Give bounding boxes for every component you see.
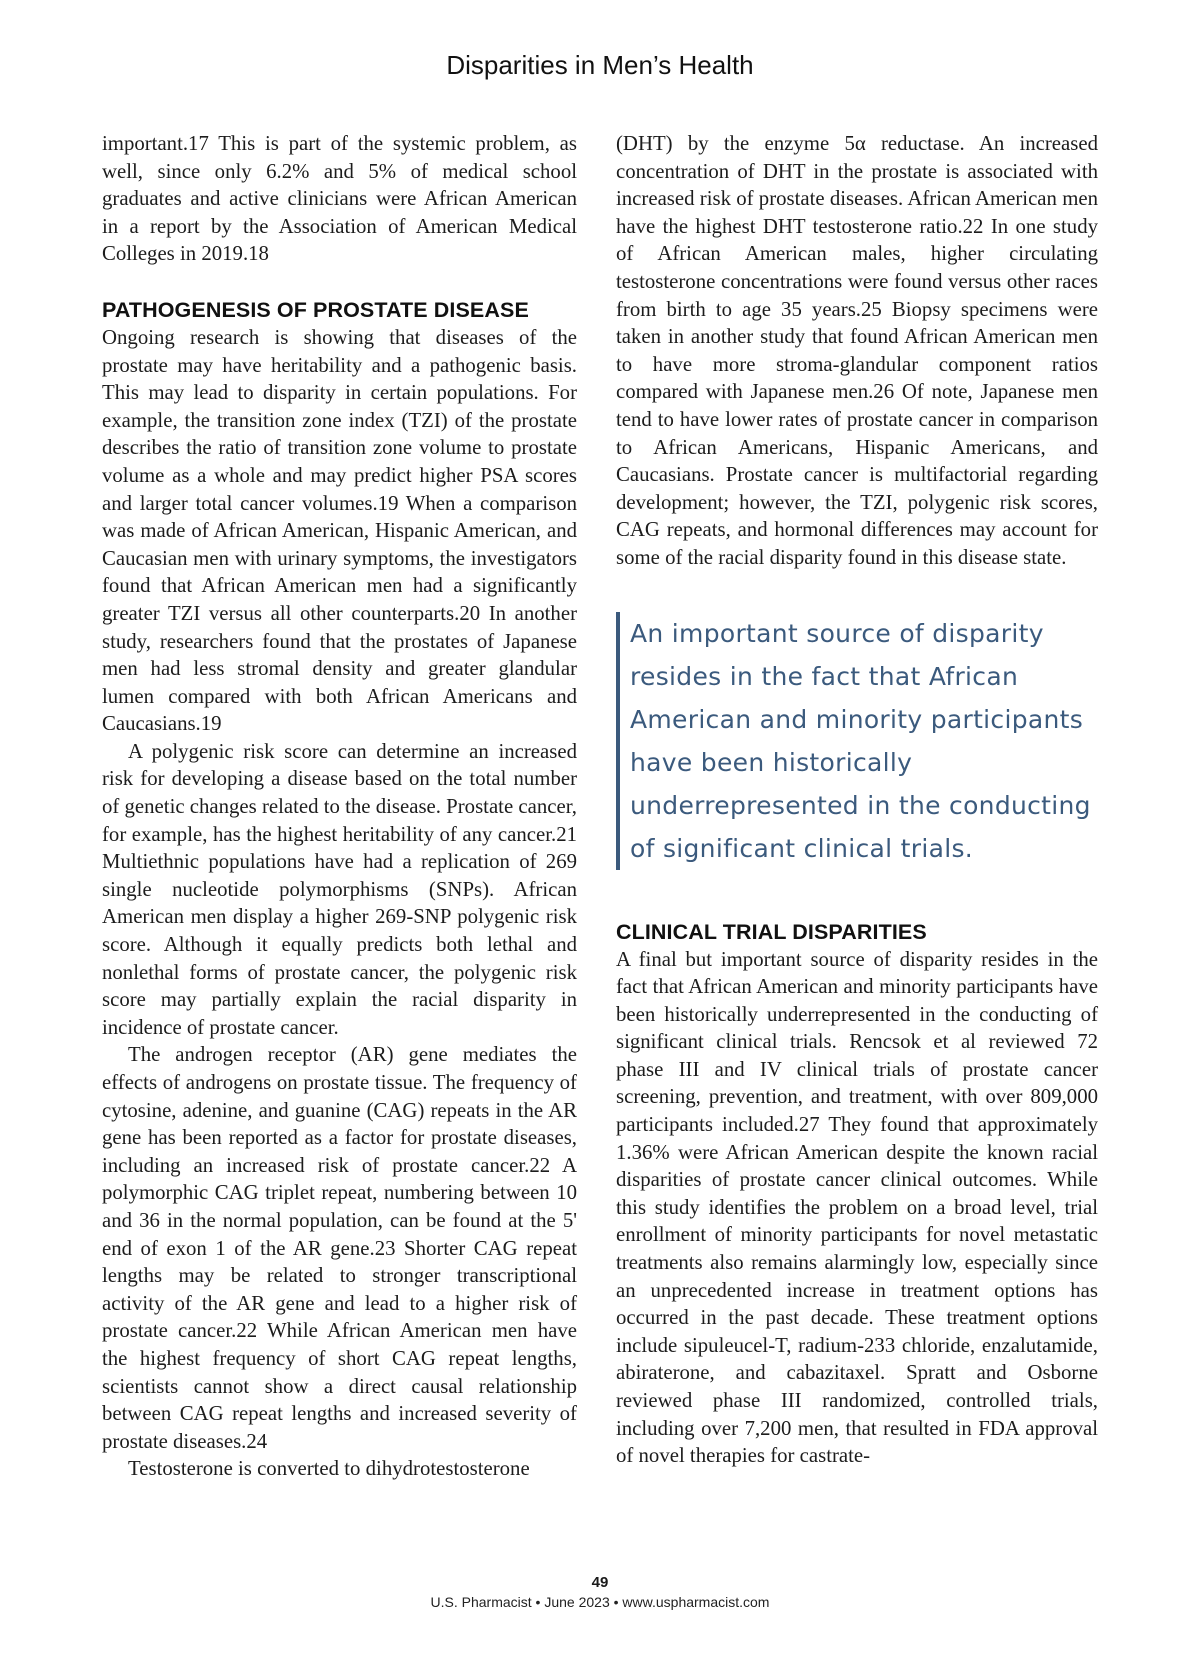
left-column [102,130,577,1483]
body-paragraph: Testosterone is converted to dihydrotestosterone [128,1457,530,1481]
running-head: Disparities in Men’s Health [446,50,754,80]
page-number: 49 [591,1574,609,1591]
section-heading-pathogenesis: PATHOGENESIS OF PROSTATE DISEASE [102,297,529,322]
right-column [616,130,1098,1470]
body-paragraph: Ongoing research is showing that diseases of the prostate may have heritability and a pathogenic basis. This may lead to disparity in certain populations. For example, the transition zone index (TZI) of the prostate describes the ratio of transition zone volume to prostate volume as a whole and may predict higher PSA scores and larger total cancer volumes.19 When a comparison was made of African American, Hispanic American, and Caucasian men with urinary symptoms, the investigators found that African American men had a significantly greater TZI versus all other counterparts.20 In another study, researchers found that the prostates of Japanese men had less stromal density and greater glandular lumen compared with both African Americans and Caucasians.19 [102,325,577,736]
body-paragraph: A final but important source of disparity resides in the fact that African American and minority participants have been historically underrepresented in the conducting of significant clinical trials. Rencsok et al reviewed 72 phase III and IV clinical trials of prostate cancer screening, prevention, and treatment, with over 809,000 participants included.27 They found that approximately 1.36% were African American despite the known racial disparities of prostate cancer clinical outcomes. While this study identifies the problem on a broad level, trial enrollment of minority participants for novel metastatic treatments also remains alarmingly low, especially since an unprecedented increase in treatment options has occurred in the past decade. These treatment options include sipuleucel-T, radium-233 chloride, enzalutamide, abiraterone, and cabazitaxel. Spratt and Osborne reviewed phase III randomized, controlled trials, including over 7,200 men, that resulted in FDA approval of novel therapies for castrate- [616,947,1098,1468]
section-heading-clinical-trials: CLINICAL TRIAL DISPARITIES [616,919,927,944]
body-paragraph: (DHT) by the enzyme 5α reductase. An increased concentration of DHT in the prostate is associated with increased risk of prostate diseases. African American men have the highest DHT testosterone ratio.22 In one study of African American males, higher circulating testosterone concentrations were found versus other races from birth to age 35 years.25 Biopsy specimens were taken in another study that found African American men to have more stroma-glandular component ratios compared with Japanese men.26 Of note, Japanese men tend to have lower rates of prostate cancer in comparison to African Americans, Hispanic Americans, and Caucasians. Prostate cancer is multifactorial regarding development; however, the TZI, polygenic risk scores, CAG repeats, and hormonal differences may account for some of the racial disparity found in this disease state. [616,132,1098,569]
body-paragraph: A polygenic risk score can determine an increased risk for developing a disease based on the total number of genetic changes related to the disease. Prostate cancer, for example, has the highest heritability of any cancer.21 Multiethnic populations have had a replication of 269 single nucleotide polymorphisms (SNPs). African American men display a higher 269-SNP polygenic risk score. Although it equally predicts both lethal and nonlethal forms of prostate cancer, the polygenic risk score may partially explain the racial disparity in incidence of prostate cancer. [102,739,577,1039]
pull-quote: An important source of disparity resides in the fact that African American and minority participants have been historically underrepresented in the conducting of significant clinical trials. [616,612,1098,870]
page-footer: U.S. Pharmacist • June 2023 • www.uspharmacist.com [430,1594,770,1610]
body-paragraph: The androgen receptor (AR) gene mediates the effects of androgens on prostate tissue. The frequency of cytosine, adenine, and guanine (CAG) repeats in the AR gene has been reported as a factor for prostate diseases, including an increased risk of prostate cancer.22 A polymorphic CAG triplet repeat, numbering between 10 and 36 in the normal population, can be found at the 5' end of exon 1 of the AR gene.23 Shorter CAG repeat lengths may be related to stronger transcriptional activity of the AR gene and lead to a higher risk of prostate cancer.22 While African American men have the highest frequency of short CAG repeat lengths, scientists cannot show a direct causal relationship between CAG repeat lengths and increased severity of prostate diseases.24 [102,1043,577,1453]
body-paragraph: important.17 This is part of the systemic problem, as well, since only 6.2% and 5% of medical school graduates and active clinicians were African American in a report by the Association of American Medical Colleges in 2019.18 [102,132,577,266]
